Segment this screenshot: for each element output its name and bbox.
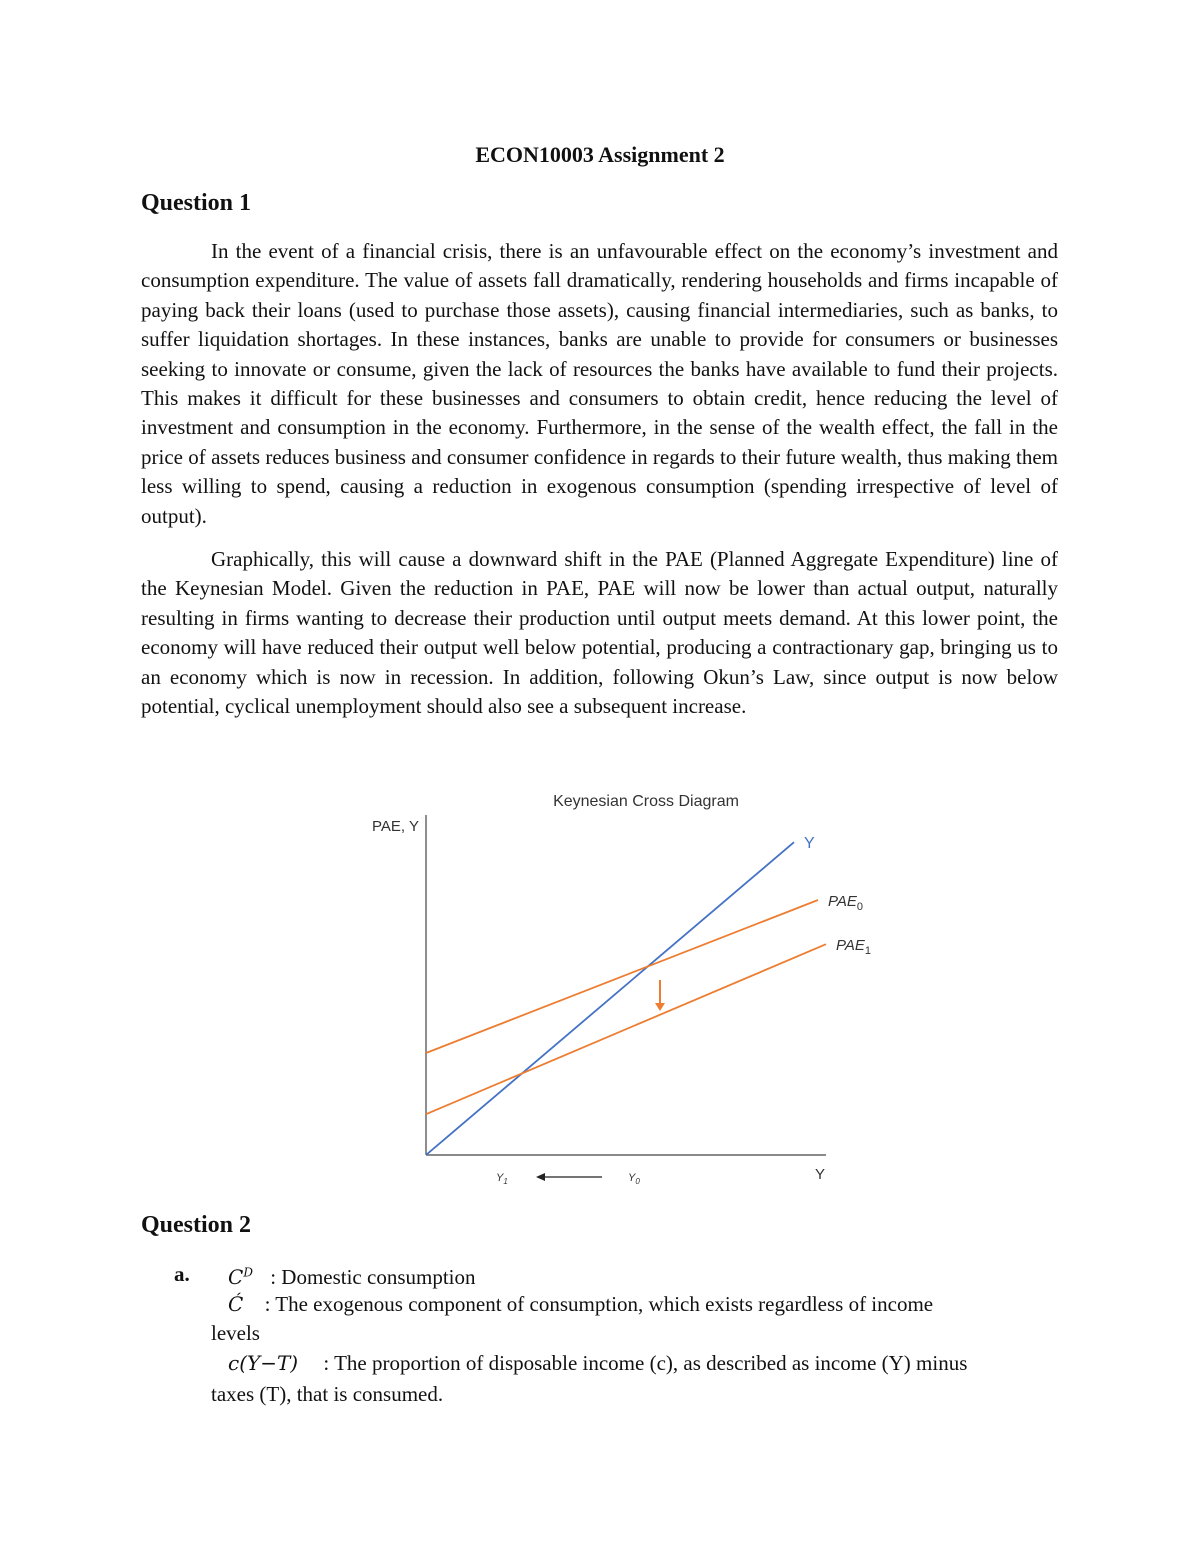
part-a-marker: a.	[174, 1262, 190, 1286]
keynesian-cross-chart	[340, 785, 880, 1195]
document-title: ECON10003 Assignment 2	[475, 142, 725, 167]
series-label-y: Y	[804, 835, 815, 853]
question-2-heading: Question 2	[141, 1212, 252, 1238]
symbol-c-y-minus-t: c(Y−T)	[228, 1351, 299, 1375]
x-axis-label: Y	[815, 1166, 826, 1183]
pae-shift-arrow-head	[655, 1003, 665, 1011]
x-marker-label: $Y_0$	[628, 1172, 640, 1186]
label-layer	[496, 835, 871, 1186]
series-label-pae1: $PAE_1$	[836, 937, 872, 958]
x-marker-label: $Y_1$	[496, 1172, 508, 1186]
y-axis-label: PAE, Y	[372, 818, 419, 835]
definition-exogenous-consumption	[228, 1290, 933, 1319]
symbol-c-bar: Ć	[228, 1292, 244, 1316]
definition-text: : Domestic consumption	[270, 1264, 476, 1289]
question-1-body	[141, 237, 1058, 722]
definition-continuation: levels	[211, 1321, 260, 1345]
definition-disposable-income	[228, 1349, 967, 1378]
definition-domestic-consumption	[228, 1258, 476, 1292]
series-label-pae0: $PAE_0$	[828, 893, 864, 913]
series-layer	[426, 842, 826, 1155]
definition-text: : The exogenous component of consumption, which exists regardless of income	[264, 1292, 934, 1316]
series-line-y	[426, 842, 794, 1155]
paragraph-financial-crisis: In the event of a financial crisis, there is an unfavourable effect on the economy’s investment and consumption expenditure. The value of assets fall dramatically, rendering households and firms incapable of paying back their loans (used to purchase those assets), causing financial intermediaries, such as banks, to suffer liquidation shortages. In these instances, banks are unable to provide for consumers or businesses seeking to innovate or consume, given the lack of resources the banks have available to fund their projects. This makes it difficult for these businesses and consumers to obtain credit, hence reducing the level of investment and consumption in the economy. Furthermore, in the sense of the wealth effect, the fall in the price of assets reduces business and consumer confidence in regards to their future wealth, thus making them less willing to spend, causing a reduction in exogenous consumption (spending irrespective of level of output).	[141, 239, 1058, 528]
definition-continuation: taxes (T), that is consumed.	[211, 1382, 444, 1406]
symbol-cd: $C^D$	[228, 1264, 253, 1289]
question-1-heading: Question 1	[141, 190, 252, 216]
definition-text: : The proportion of disposable income (c), as described as income (Y) minus	[323, 1351, 968, 1375]
chart-title: Keynesian Cross Diagram	[553, 793, 739, 810]
paragraph-graphical-effect: Graphically, this will cause a downward shift in the PAE (Planned Aggregate Expenditure) line of the Keynesian Model. Given the reduction in PAE, PAE will now be lower than actual output, naturally resulting in firms wanting to decrease their production until output meets demand. At this lower point, the economy will have reduced their output well below potential, producing a contractionary gap, bringing us to an economy which is now in recession. In addition, following Okun’s Law, since output is now below potential, cyclical unemployment should also see a subsequent increase.	[141, 547, 1058, 719]
output-shift-arrow-head	[536, 1173, 545, 1181]
